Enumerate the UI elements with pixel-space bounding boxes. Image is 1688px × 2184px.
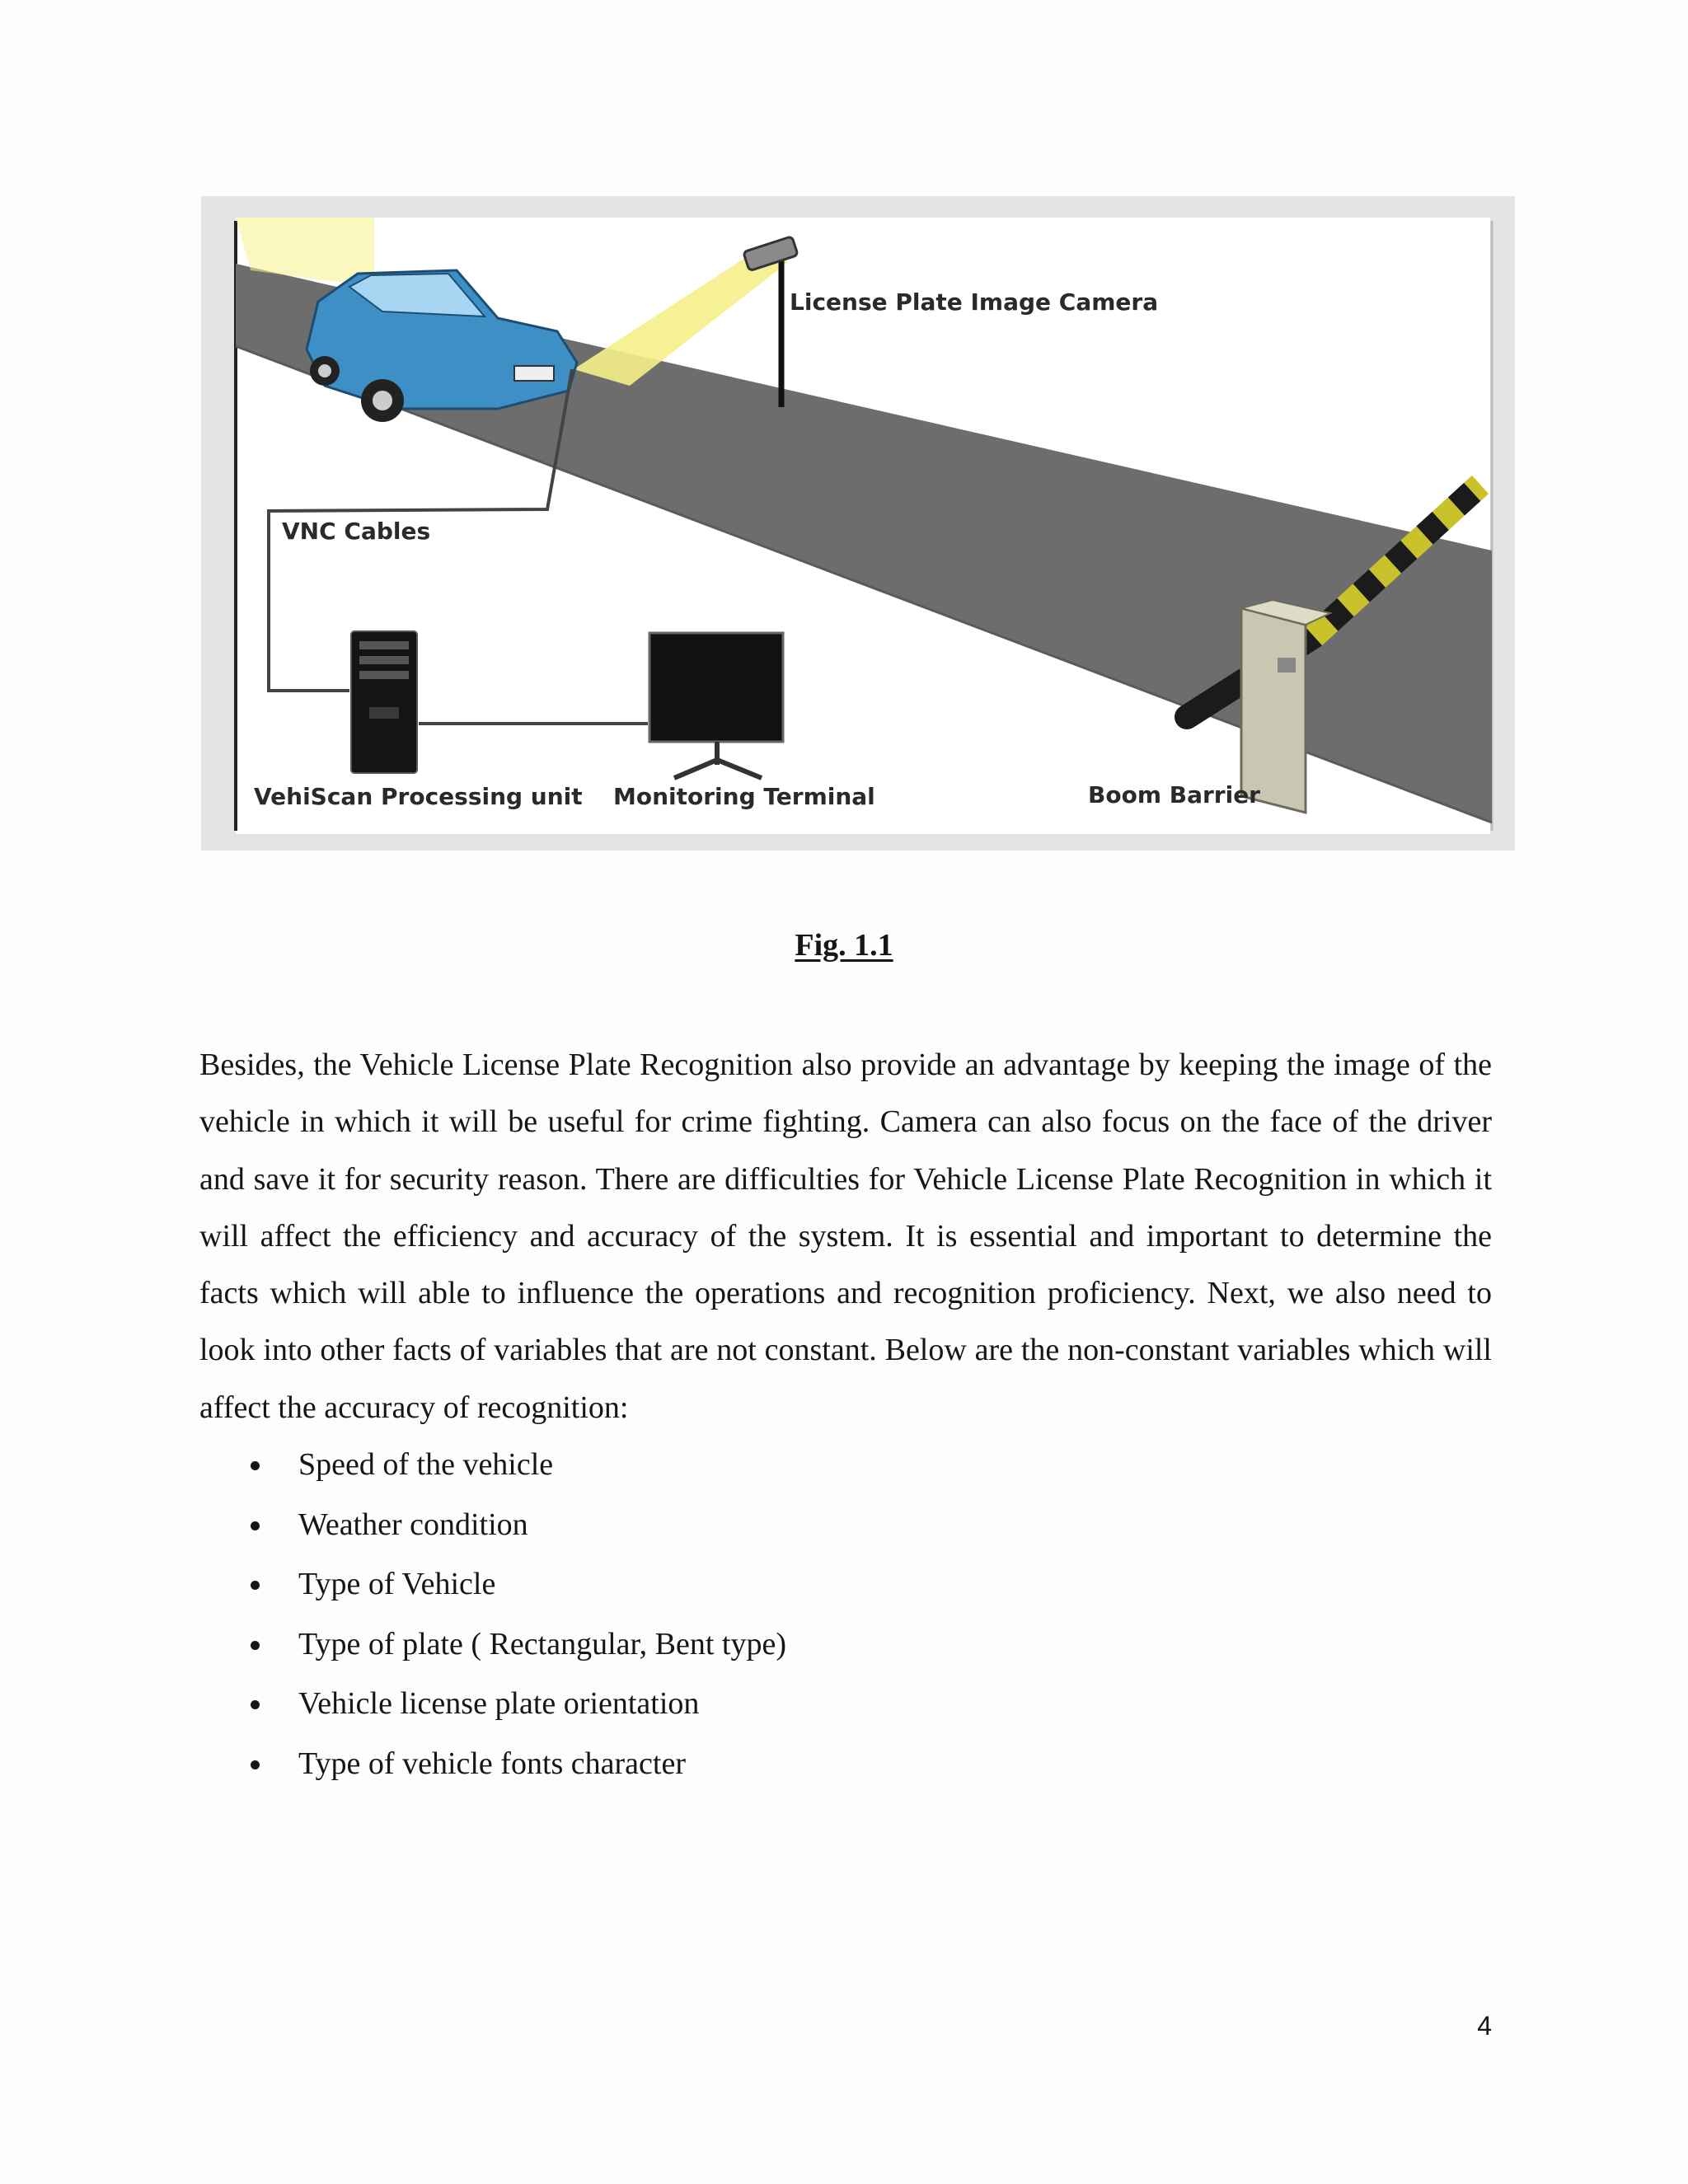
figure-caption: Fig. 1.1 bbox=[795, 928, 893, 963]
monitoring-terminal-label: Monitoring Terminal bbox=[613, 783, 875, 810]
diagram-svg bbox=[201, 196, 1515, 851]
list-item bbox=[199, 1675, 1492, 1736]
list-item bbox=[199, 1736, 1492, 1796]
processing-unit-label: VehiScan Processing unit bbox=[254, 783, 583, 810]
boom-barrier-label: Boom Barrier bbox=[1088, 781, 1260, 808]
list-item bbox=[199, 1556, 1492, 1616]
bullet-icon bbox=[251, 1461, 260, 1470]
bullet-icon bbox=[251, 1641, 260, 1650]
processing-unit bbox=[351, 631, 417, 773]
list-item-text: Type of vehicle fonts character bbox=[298, 1746, 686, 1781]
bullet-icon bbox=[251, 1700, 260, 1709]
variables-list bbox=[199, 1436, 1492, 1795]
bullet-icon bbox=[251, 1581, 260, 1590]
list-item-text: Vehicle license plate orientation bbox=[298, 1686, 700, 1722]
list-item-text: Weather condition bbox=[298, 1507, 528, 1542]
list-item bbox=[199, 1616, 1492, 1676]
paragraph: Besides, the Vehicle License Plate Recognition also provide an advantage by keeping the image of the vehicle in which it will be useful for crime fighting. Camera can also focus on the face of the driver and save it for security reason. There are difficulties for Vehicle License Plate Recognition in which it will affect the efficiency and accuracy of the system. It is essential and important to determine the facts which will able to influence the operations and recognition proficiency. Next, we also need to look into other facts of variables that are not constant. Below are the non-constant variables which will affect the accuracy of recognition: bbox=[199, 1047, 1492, 1425]
page-number: 4 bbox=[1477, 2011, 1492, 2041]
camera-label: License Plate Image Camera bbox=[790, 288, 1159, 316]
list-item bbox=[199, 1497, 1492, 1557]
bullet-icon bbox=[251, 1760, 260, 1769]
list-item-text: Speed of the vehicle bbox=[298, 1447, 554, 1483]
cables-label: VNC Cables bbox=[282, 518, 431, 545]
list-item-text: Type of plate ( Rectangular, Bent type) bbox=[298, 1626, 786, 1661]
list-item-text: Type of Vehicle bbox=[298, 1567, 496, 1602]
list-item bbox=[199, 1436, 1492, 1497]
lpr-system-diagram bbox=[201, 196, 1515, 851]
body-text bbox=[199, 1037, 1492, 1795]
bullet-icon bbox=[251, 1521, 260, 1530]
